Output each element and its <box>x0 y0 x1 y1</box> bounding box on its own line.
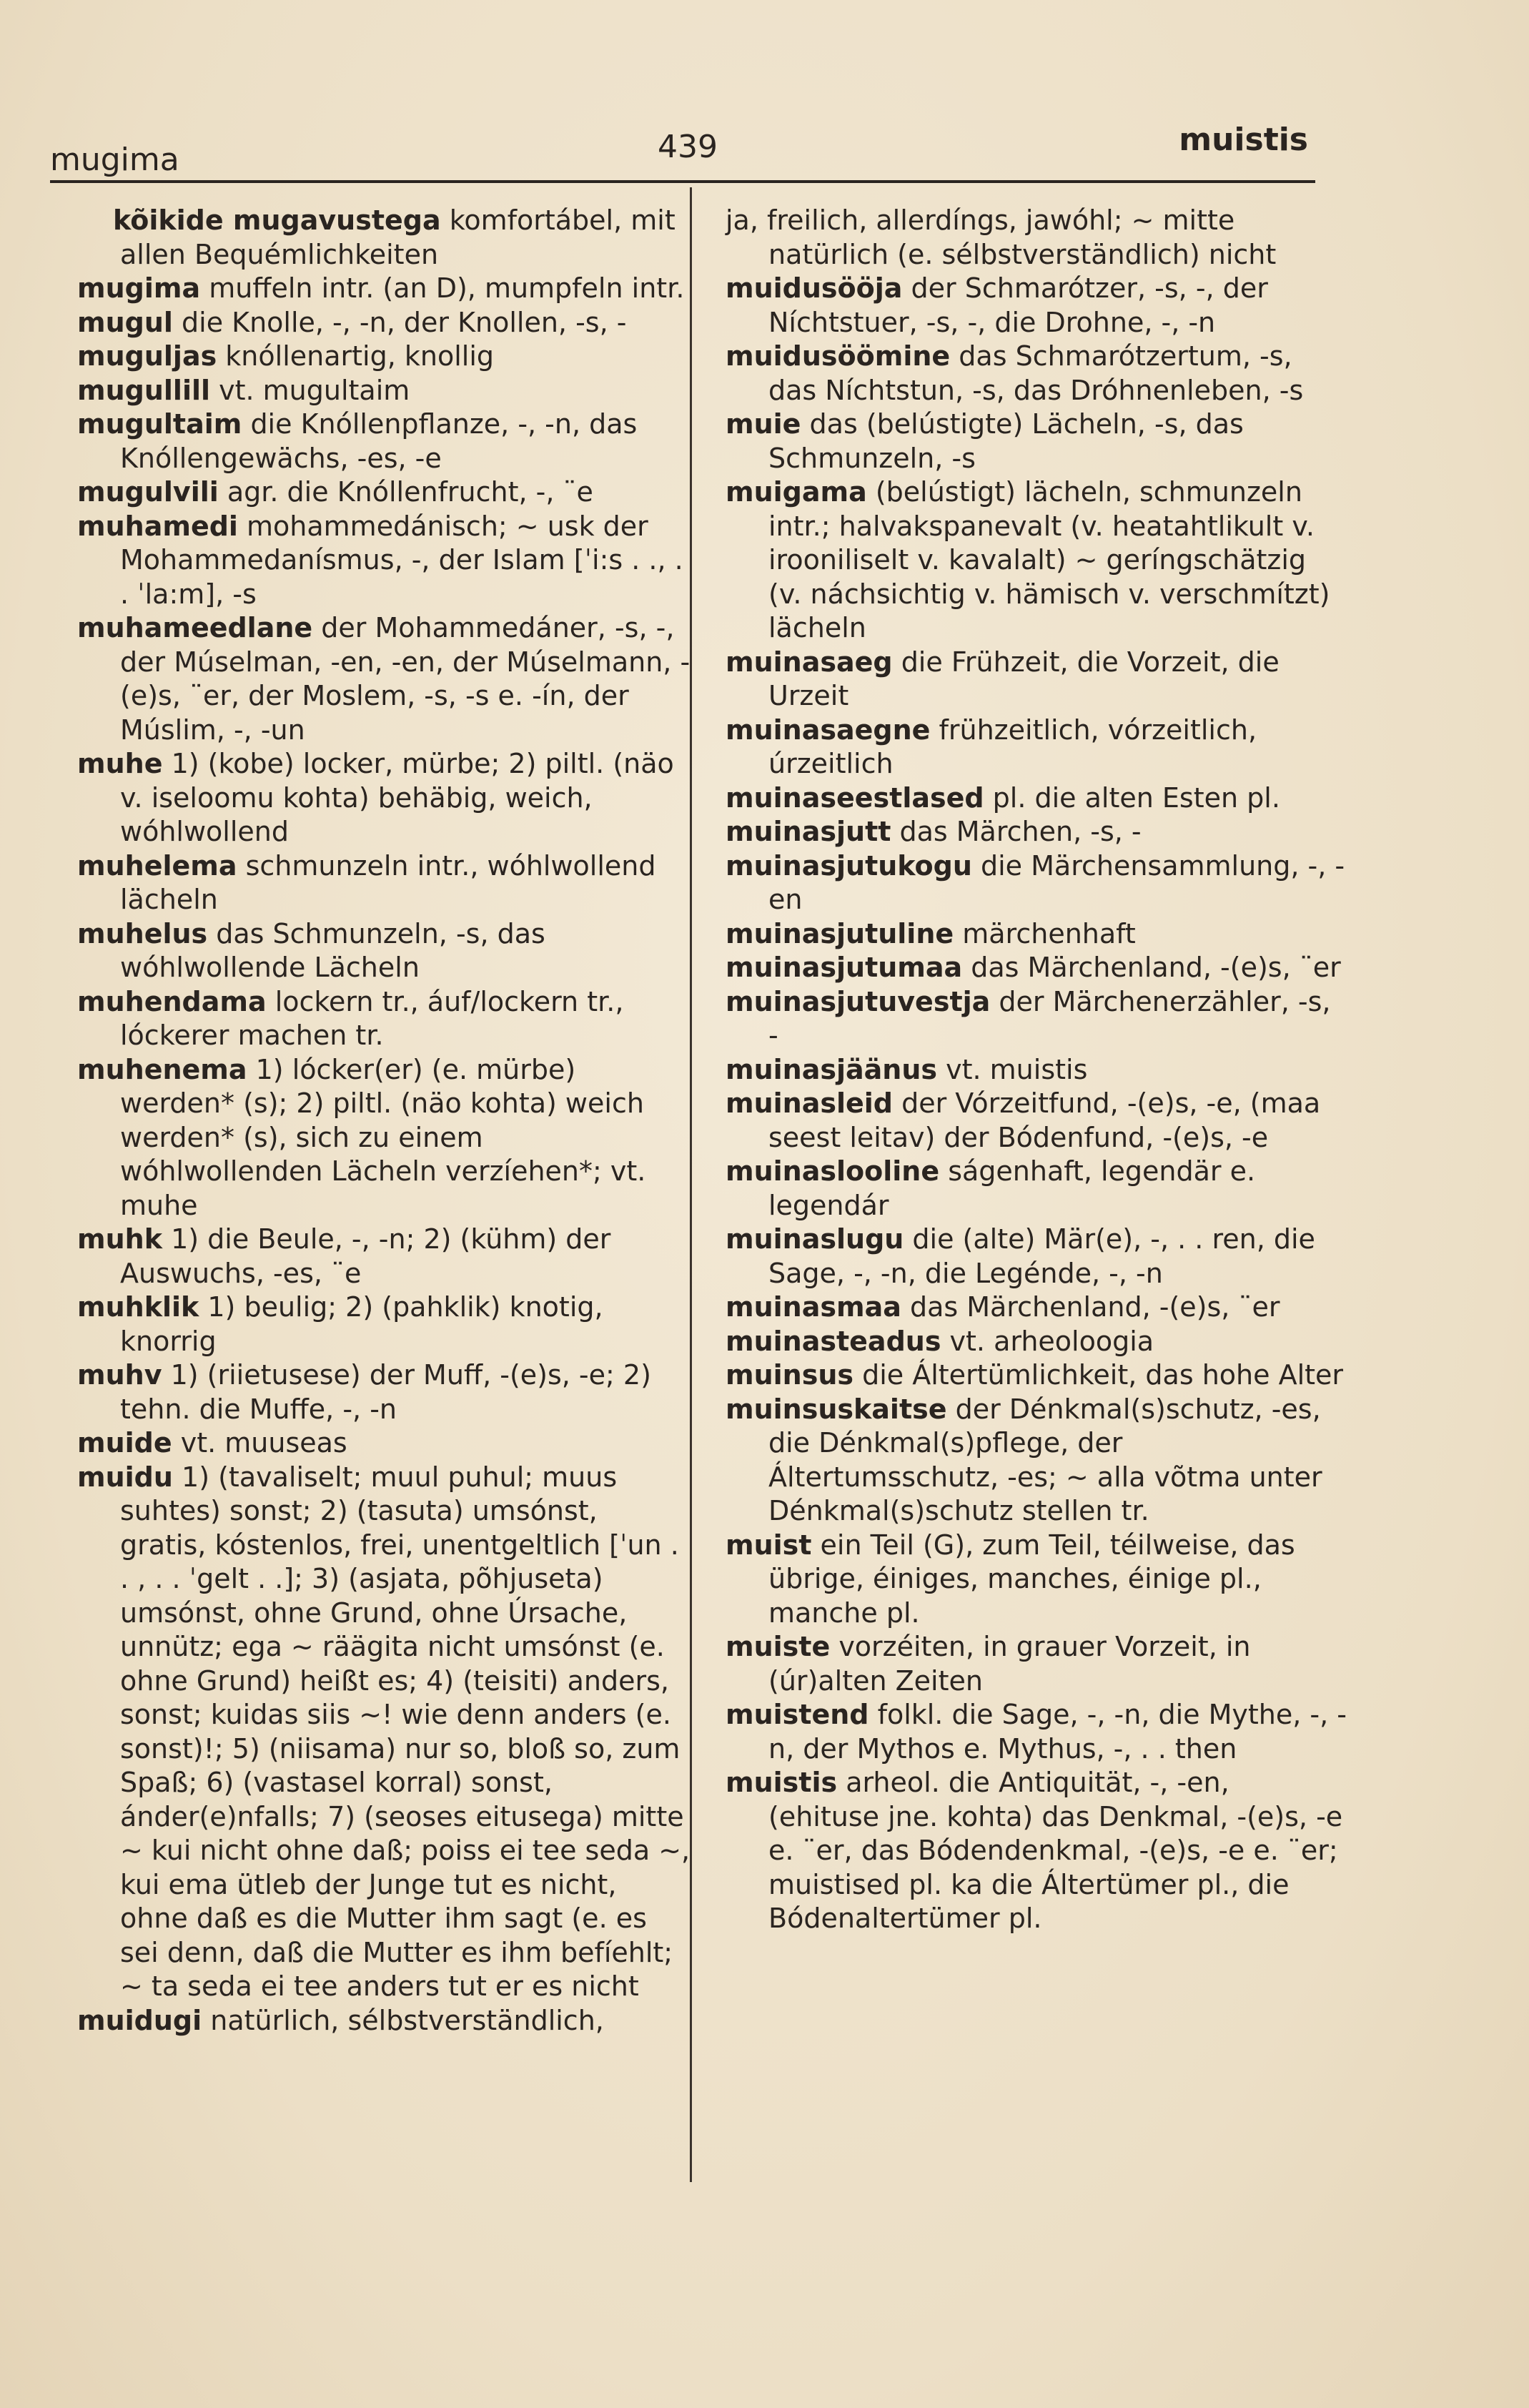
entry-definition: vt. mugultaim <box>210 374 410 406</box>
dictionary-entry <box>77 1223 692 1291</box>
entry-definition: 1) (kobe) locker, mürbe; 2) piltl. (näo v. iseloomu kohta) behäbig, weich, wóhlwollend <box>120 748 674 847</box>
entry-definition: das Märchenland, -(e)s, ¨er <box>962 952 1341 983</box>
entry-definition: pl. die alten Esten pl. <box>984 781 1280 814</box>
entry-headword: muinasjutt <box>726 816 891 847</box>
entry-headword: muhklik <box>77 1291 199 1323</box>
dictionary-entry <box>726 1291 1347 1325</box>
dictionary-entry <box>77 340 692 374</box>
entry-headword: muhelema <box>77 849 237 882</box>
entry-headword: kõikide mugavustega <box>113 204 441 236</box>
entry-headword: muguljas <box>77 340 217 372</box>
entry-definition: die Knolle, -, -n, der Knollen, -s, - <box>172 306 627 338</box>
entry-headword: muinasmaa <box>726 1291 901 1323</box>
dictionary-entry <box>77 272 692 306</box>
entry-headword: muhamedi <box>77 510 238 542</box>
dictionary-entry <box>77 204 692 272</box>
dictionary-entry <box>77 611 692 747</box>
dictionary-entry <box>726 849 1347 917</box>
entry-definition: märchenhaft <box>954 917 1136 949</box>
dictionary-entry <box>77 1461 692 2004</box>
entry-headword: muinaslugu <box>726 1223 904 1255</box>
dictionary-entry <box>726 714 1347 781</box>
entry-definition: (belústigt) lächeln, schmunzeln intr.; halvakspanevalt (v. heatahtlikult v. irooniliselt v. kavalalt) ~ geríngschätzig (v. náchsichtig v. hämisch v. verschmítzt) lächeln <box>768 476 1330 643</box>
dictionary-entry <box>726 204 1347 272</box>
dictionary-entry <box>77 985 692 1053</box>
dictionary-entry <box>726 1087 1347 1155</box>
dictionary-entry <box>726 1393 1347 1529</box>
entry-headword: muhv <box>77 1359 162 1391</box>
dictionary-entry <box>77 849 692 917</box>
dictionary-entry <box>726 781 1347 816</box>
dictionary-entry <box>726 815 1347 849</box>
page-header <box>50 107 1308 179</box>
entry-definition: das Schmarótzertum, -s, das Níchtstun, -s, das Dróhnenleben, -s <box>768 340 1304 406</box>
entry-definition: ságenhaft, legendär e. legendár <box>768 1155 1256 1221</box>
dictionary-entry <box>77 1053 692 1223</box>
dictionary-entry <box>726 340 1347 408</box>
entry-headword: muie <box>726 408 801 440</box>
entry-definition: vt. arheoloogia <box>941 1325 1154 1357</box>
dictionary-entry <box>726 1766 1347 1936</box>
entry-definition: der Schmarótzer, -s, -, der Níchtstuer, -s, -, die Drohne, -, -n <box>768 272 1268 338</box>
entry-definition: arheol. die Antiquität, -, -en, (ehituse jne. kohta) das Denkmal, -(e)s, -e e. ¨er, das Bódendenkmal, -(e)s, -e e. ¨er; muistised pl. ka die Áltertümer pl., die Bódenaltertümer pl. <box>768 1767 1343 1934</box>
dictionary-entry <box>77 1358 692 1426</box>
entry-definition: die Frühzeit, die Vorzeit, die Urzeit <box>768 646 1280 711</box>
dictionary-entry <box>77 408 692 475</box>
entry-definition: agr. die Knóllenfrucht, -, ¨e <box>218 476 593 508</box>
entry-headword: muide <box>77 1427 172 1459</box>
dictionary-entry <box>77 1291 692 1358</box>
entry-definition: natürlich, sélbstverständlich, <box>202 2004 604 2036</box>
entry-definition: vt. muistis <box>937 1053 1088 1085</box>
entry-definition: 1) lócker(er) (e. mürbe) werden* (s); 2) piltl. (näo kohta) weich werden* (s), sich zu einem wóhlwollenden Lächeln verzíehen*; vt. muhe <box>120 1053 646 1221</box>
entry-headword: muistis <box>726 1767 838 1798</box>
entry-headword: muinasaeg <box>726 646 893 678</box>
entry-definition: die (alte) Mär(e), -, . . ren, die Sage, -, -n, die Legénde, -, -n <box>768 1223 1315 1289</box>
entry-definition: 1) (riietusese) der Muff, -(e)s, -e; 2) tehn. die Muffe, -, -n <box>120 1359 651 1425</box>
entry-definition: vorzéiten, in grauer Vorzeit, in (úr)alten Zeiten <box>768 1631 1251 1697</box>
entry-definition: komfortábel, mit allen Bequémlichkeiten <box>120 204 676 270</box>
page-number: 439 <box>658 129 718 165</box>
entry-headword: mugul <box>77 306 173 338</box>
entry-headword: muhenema <box>77 1053 247 1085</box>
entry-headword: muistend <box>726 1699 869 1730</box>
entry-headword: muinasjutukogu <box>726 849 972 882</box>
entry-headword: muhameedlane <box>77 612 313 643</box>
entry-headword: muinasjutuvestja <box>726 985 991 1017</box>
entry-definition: 1) beulig; 2) (pahklik) knotig, knorrig <box>120 1291 603 1357</box>
left-column <box>77 204 692 2038</box>
dictionary-entry <box>77 2004 692 2038</box>
entry-definition: lockern tr., áuf/lockern tr., lóckerer machen tr. <box>120 985 624 1051</box>
dictionary-entry <box>726 272 1347 340</box>
header-first-headword: mugima <box>50 142 179 178</box>
entry-definition: die Áltertümlichkeit, das hohe Alter <box>853 1359 1344 1391</box>
dictionary-entry <box>726 917 1347 952</box>
dictionary-entry <box>726 1053 1347 1087</box>
dictionary-entry <box>726 985 1347 1053</box>
entry-headword: muigama <box>726 476 867 508</box>
entry-headword: muidusöömine <box>726 340 951 372</box>
entry-definition: das (belústigte) Lächeln, -s, das Schmunzeln, -s <box>768 408 1244 474</box>
entry-headword: muhelus <box>77 917 208 949</box>
dictionary-entry <box>77 1426 692 1461</box>
header-last-headword: muistis <box>1179 122 1308 158</box>
entry-definition: ja, freilich, allerdíngs, jawóhl; ~ mitte natürlich (e. sélbstverständlich) nicht <box>726 204 1277 270</box>
header-rule <box>50 180 1315 183</box>
entry-headword: muinasaegne <box>726 714 931 746</box>
entry-headword: muinasjutumaa <box>726 952 963 983</box>
dictionary-entry <box>77 306 692 340</box>
dictionary-entry <box>726 1358 1347 1393</box>
dictionary-entry <box>77 747 692 849</box>
entry-headword: muinaslooline <box>726 1155 940 1187</box>
entry-headword: mugulvili <box>77 476 219 508</box>
dictionary-entry <box>726 646 1347 714</box>
entry-headword: muinasjutuline <box>726 917 954 949</box>
entry-headword: muidusööja <box>726 272 903 304</box>
entry-headword: mugima <box>77 272 201 304</box>
entry-definition: frühzeitlich, vórzeitlich, úrzeitlich <box>768 714 1257 779</box>
entry-definition: schmunzeln intr., wóhlwollend lächeln <box>120 849 656 915</box>
entry-definition: folkl. die Sage, -, -n, die Mythe, -, -n, der Mythos e. Mythus, -, . . then <box>768 1699 1347 1765</box>
entry-headword: muist <box>726 1529 812 1561</box>
entry-definition: die Märchensammlung, -, -en <box>768 849 1345 915</box>
dictionary-entry <box>726 475 1347 646</box>
right-column <box>726 204 1347 1936</box>
dictionary-entry <box>77 475 692 510</box>
dictionary-entry <box>726 1630 1347 1698</box>
entry-definition: der Vórzeitfund, -(e)s, -e, (maa seest leitav) der Bódenfund, -(e)s, -e <box>768 1087 1321 1153</box>
entry-definition: der Märchenerzähler, -s, - <box>768 985 1331 1051</box>
entry-definition: vt. muuseas <box>172 1427 347 1459</box>
entry-definition: 1) die Beule, -, -n; 2) (kühm) der Auswuchs, -es, ¨e <box>120 1223 611 1289</box>
entry-definition: mohammedánisch; ~ usk der Mohammedanísmus, -, der Islam [ˈi:s . ., . . ˈla:m], -s <box>120 510 683 610</box>
entry-definition: 1) (tavaliselt; muul puhul; muus suhtes) sonst; 2) (tasuta) umsónst, gratis, kóstenlos, frei, unentgeltlich [ˈun . . , . . ˈgelt . .]; 3) (asjata, põhjuseta) umsónst, ohne Grund, ohne Úrsache, unnütz; ega ~ räägita nicht umsónst (e. ohne Grund) heißt es; 4) (teisiti) anders, sonst; kuidas siis ~! wie denn anders (e. sonst)!; 5) (niisama) nur so, bloß so, zum Spaß; 6) (vastasel korral) sonst, ánder(e)nfalls; 7) (seoses eitusega) mitte ~ kui nicht ohne daß; poiss ei tee seda ~, kui ema ütleb der Junge tut es nicht, ohne daß es die Mutter ihm sagt (e. es sei denn, daß die Mutter es ihm befíehlt; ~ ta seda ei tee anders tut er es nicht <box>120 1461 691 2002</box>
entry-headword: mugultaim <box>77 408 242 440</box>
entry-definition: das Märchenland, -(e)s, ¨er <box>901 1291 1280 1323</box>
entry-headword: muinsus <box>726 1359 854 1391</box>
dictionary-entry <box>726 951 1347 985</box>
entry-headword: mugullill <box>77 374 211 406</box>
entry-definition: ein Teil (G), zum Teil, téilweise, das übrige, éiniges, manches, éinige pl., manche pl. <box>768 1529 1295 1629</box>
dictionary-entry <box>726 1529 1347 1631</box>
dictionary-entry <box>77 374 692 408</box>
dictionary-entry <box>726 1223 1347 1291</box>
entry-definition: das Schmunzeln, -s, das wóhlwollende Lächeln <box>120 917 545 983</box>
entry-definition: der Mohammedáner, -s, -, der Múselman, -en, -en, der Múselmann, -(e)s, ¨er, der Moslem, -s, -s e. -ín, der Múslim, -, -un <box>120 612 691 746</box>
entry-headword: muinaseestlased <box>726 781 984 814</box>
entry-headword: muhendama <box>77 985 267 1017</box>
entry-definition: die Knóllenpflanze, -, -n, das Knóllengewächs, -es, -e <box>120 408 638 474</box>
entry-definition: knóllenartig, knollig <box>217 340 494 372</box>
entry-headword: muhe <box>77 748 163 779</box>
entry-headword: muidu <box>77 1461 173 1493</box>
entry-headword: muinasjäänus <box>726 1053 938 1085</box>
entry-headword: muiste <box>726 1631 831 1662</box>
entry-headword: muhk <box>77 1223 162 1255</box>
dictionary-entry <box>726 1155 1347 1223</box>
dictionary-entry <box>77 510 692 612</box>
entry-definition: der Dénkmal(s)schutz, -es, die Dénkmal(s)pflege, der Áltertumsschutz, -es; ~ alla võtma unter Dénkmal(s)schutz stellen tr. <box>768 1393 1322 1526</box>
dictionary-entry <box>726 408 1347 475</box>
entry-headword: muinasleid <box>726 1087 894 1119</box>
entry-headword: muinasteadus <box>726 1325 941 1357</box>
dictionary-entry <box>77 917 692 985</box>
dictionary-entry <box>726 1325 1347 1359</box>
dictionary-entry <box>726 1698 1347 1766</box>
entry-headword: muidugi <box>77 2004 202 2036</box>
entry-definition: das Märchen, -s, - <box>891 816 1142 847</box>
entry-headword: muinsuskaitse <box>726 1393 947 1425</box>
entry-definition: muffeln intr. (an D), mumpfeln intr. <box>200 272 685 304</box>
